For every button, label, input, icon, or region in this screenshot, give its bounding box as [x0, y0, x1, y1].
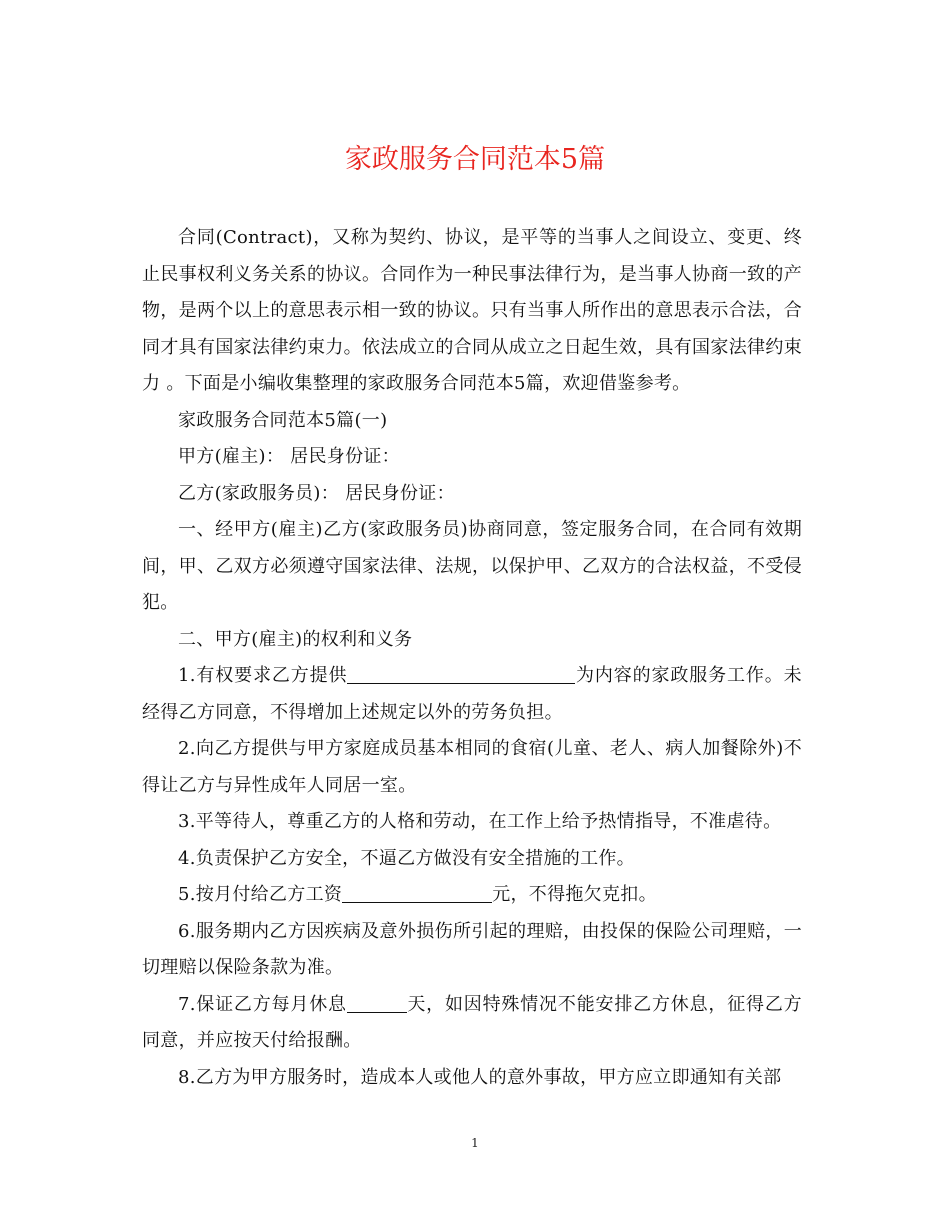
document-title: 家政服务合同范本5篇 [344, 144, 606, 175]
party-b-line: 乙方(家政服务员)： 居民身份证： [178, 482, 455, 504]
item-7-blank-line [347, 992, 407, 1013]
clause-1: 一、经甲方(雇主)乙方(家政服务员)协商同意，签定服务合同，在合同有效期间，甲、乙双方必须遵守国家法律、法规，以保护甲、乙双方的合法权益，不受侵犯。 [142, 519, 802, 613]
item-1-text-after: 为内容的家政服务工作。未经得乙方同意，不得增加上述规定以外的劳务负担。 [142, 665, 802, 723]
clause-2-heading: 二、甲方(雇主)的权利和义务 [178, 628, 413, 650]
item-5 [142, 877, 802, 914]
item-7-text-after: 天，如因特殊情况不能安排乙方休息，征得乙方同意，并应按天付给报酬。 [142, 993, 802, 1051]
page-number: 1 [471, 1136, 479, 1150]
item-1 [142, 658, 802, 731]
item-2: 2.向乙方提供与甲方家庭成员基本相同的食宿(儿童、老人、病人加餐除外)不得让乙方与异性成年人同居一室。 [142, 738, 802, 796]
item-6: 6.服务期内乙方因疾病及意外损伤所引起的理赔，由投保的保险公司理赔，一切理赔以保险条款为准。 [142, 920, 802, 978]
item-3: 3.平等待人，尊重乙方的人格和劳动，在工作上给予热情指导，不准虐待。 [178, 811, 782, 832]
item-7-text-before: 7.保证乙方每月休息 [178, 993, 347, 1015]
item-8: 8.乙方为甲方服务时，造成本人或他人的意外事故，甲方应立即通知有关部 [178, 1066, 782, 1088]
section-heading: 家政服务合同范本5篇(一) [178, 409, 388, 431]
item-4: 4.负责保护乙方安全，不逼乙方做没有安全措施的工作。 [178, 847, 635, 869]
party-a-line: 甲方(雇主)： 居民身份证： [178, 446, 400, 467]
item-7 [142, 987, 802, 1060]
document-body [142, 220, 802, 1096]
item-5-text-before: 5.按月付给乙方工资 [178, 884, 343, 905]
item-5-text-after: 元，不得拖欠克扣。 [492, 884, 657, 905]
intro-paragraph: 合同(Contract)，又称为契约、协议，是平等的当事人之间设立、变更、终止民事权利义务关系的协议。合同作为一种民事法律行为，是当事人协商一致的产物，是两个以上的意思表示相一致的协议。只有当事人所作出的意思表示合法，合同才具有国家法律约束力。依法成立的合同从成立之日起生效，具有国家法律约束力 。下面是小编收集整理的家政服务合同范本5篇，欢迎借鉴参考。 [142, 227, 802, 394]
item-1-text-before: 1.有权要求乙方提供 [178, 665, 348, 686]
item-5-blank-line [342, 882, 492, 903]
item-1-blank-line [347, 663, 575, 684]
